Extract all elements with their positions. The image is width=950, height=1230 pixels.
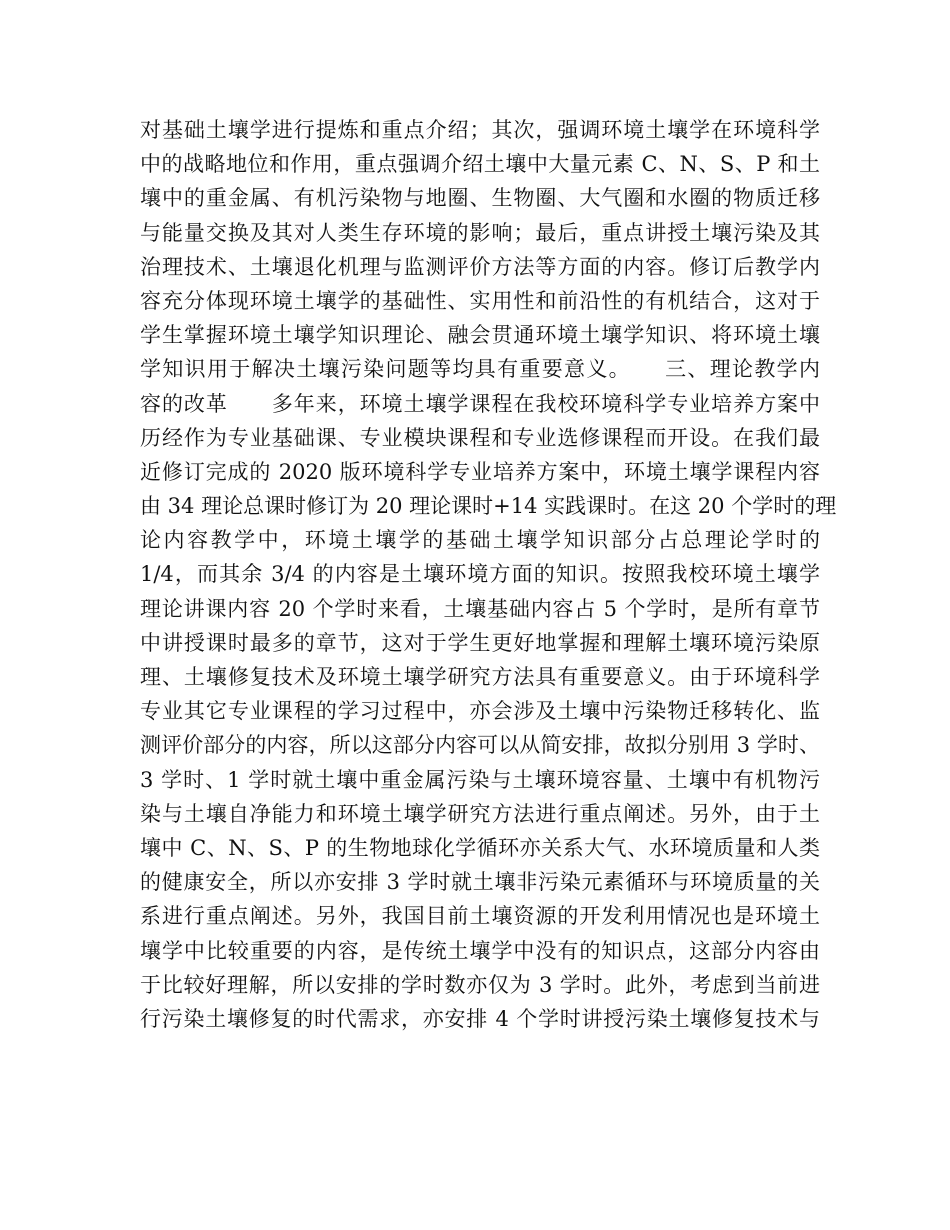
text-line: 与能量交换及其对人类生存环境的影响；最后，重点讲授土壤污染及其 xyxy=(140,220,820,245)
text-line: 理、土壤修复技术及环境土壤学研究方法具有重要意义。由于环境科学 xyxy=(140,665,820,689)
text-line: 理论讲课内容 20 个学时来看，土壤基础内容占 5 个学时，是所有章节 xyxy=(140,596,820,621)
text-line: 于比较好理解，所以安排的学时数亦仅为 3 学时。此外，考虑到当前进 xyxy=(140,972,820,997)
body-text xyxy=(140,113,837,1036)
text-line: 染与土壤自净能力和环境土壤学研究方法进行重点阐述。另外，由于土 xyxy=(140,801,820,826)
text-line: 近修订完成的 2020 版环境科学专业培养方案中，环境土壤学课程内容 xyxy=(140,459,820,484)
text-line: 治理技术、土壤退化机理与监测评价方法等方面的内容。修订后教学内 xyxy=(140,254,820,279)
text-line: 3 学时、1 学时就土壤中重金属污染与土壤环境容量、土壤中有机物污 xyxy=(140,767,820,792)
text-line: 专业其它专业课程的学习过程中，亦会涉及土壤中污染物迁移转化、监 xyxy=(140,699,820,724)
text-line: 由 34 理论总课时修订为 20 理论课时+14 实践课时。在这 20 个学时的理 xyxy=(140,494,837,519)
text-line: 壤中的重金属、有机污染物与地圈、生物圈、大气圈和水圈的物质迁移 xyxy=(140,186,820,211)
text-line: 论内容教学中，环境土壤学的基础土壤学知识部分占总理论学时的 xyxy=(140,528,820,553)
text-line: 系进行重点阐述。另外，我国目前土壤资源的开发利用情况也是环境土 xyxy=(140,904,820,929)
text-line: 容的改革 多年来，环境土壤学课程在我校环境科学专业培养方案中 xyxy=(140,391,820,416)
text-line: 的健康安全，所以亦安排 3 学时就土壤非污染元素循环与环境质量的关 xyxy=(140,870,820,895)
text-line: 中的战略地位和作用，重点强调介绍土壤中大量元素 C、N、S、P 和土 xyxy=(140,152,820,177)
text-line: 学生掌握环境土壤学知识理论、融会贯通环境土壤学知识、将环境土壤 xyxy=(140,323,820,348)
text-line: 1/4，而其余 3/4 的内容是土壤环境方面的知识。按照我校环境土壤学 xyxy=(140,562,820,587)
text-line: 容充分体现环境土壤学的基础性、实用性和前沿性的有机结合，这对于 xyxy=(140,288,820,313)
text-line: 行污染土壤修复的时代需求，亦安排 4 个学时讲授污染土壤修复技术与 xyxy=(140,1006,820,1031)
text-line: 中讲授课时最多的章节，这对于学生更好地掌握和理解土壤环境污染原 xyxy=(140,630,820,655)
text-line: 对基础土壤学进行提炼和重点介绍；其次，强调环境土壤学在环境科学 xyxy=(140,118,820,142)
text-line: 历经作为专业基础课、专业模块课程和专业选修课程而开设。在我们最 xyxy=(140,425,820,450)
text-line: 学知识用于解决土壤污染问题等均具有重要意义。 三、理论教学内 xyxy=(140,357,820,382)
text-line: 测评价部分的内容，所以这部分内容可以从简安排，故拟分别用 3 学时、 xyxy=(140,733,820,758)
text-line: 壤学中比较重要的内容，是传统土壤学中没有的知识点，这部分内容由 xyxy=(140,938,820,963)
text-line: 壤中 C、N、S、P 的生物地球化学循环亦关系大气、水环境质量和人类 xyxy=(140,835,820,860)
